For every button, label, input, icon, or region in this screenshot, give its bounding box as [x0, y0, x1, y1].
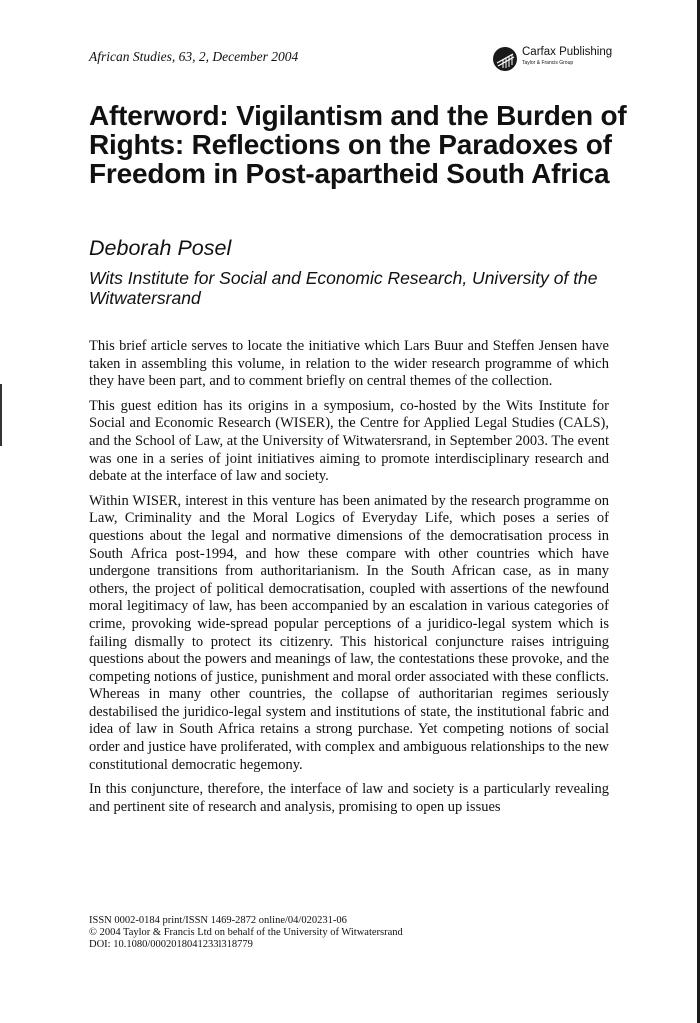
copyright-line: © 2004 Taylor & Francis Ltd on behalf of the University of Witwatersrand — [89, 927, 403, 938]
carfax-logo-icon — [492, 46, 518, 72]
page-header — [89, 45, 613, 75]
article-title: Afterword: Vigilantism and the Burden of Rights: Reflections on the Paradoxes of Freedom in Post-apartheid South Africa — [89, 100, 627, 189]
body-paragraph: In this conjuncture, therefore, the interface of law and society is a particularly revealing and pertinent site of research and analysis, promising to open up issues — [89, 781, 609, 815]
publisher-name: Carfax Publishing — [522, 46, 613, 58]
article-author: Deborah Posel — [89, 236, 232, 260]
body-paragraph: This guest edition has its origins in a symposium, co-hosted by the Wits Institute for Social and Economic Research (WISER), the Centre for Applied Legal Studies (CALS), and the School of Law, at the University of Witwatersrand, in September 2003. The event was one in a series of joint initiatives aiming to promote interdisciplinary research and debate at the interface of law and society. — [89, 397, 609, 485]
publisher-group: Taylor & Francis Group — [522, 60, 574, 66]
publication-footer — [89, 915, 609, 951]
body-paragraph: Within WISER, interest in this venture has been animated by the research programme on Law, Criminality and the Moral Logics of Everyday Life, which poses a series of questions about the legal and normative dimensions of the democratisation process in South Africa post-1994, and how these compare with other countries which have undergone transitions from authoritarianism. In the South African case, as in many others, the project of political democratisation, coupled with assertions of the newfound moral legitimacy of law, has been accompanied by an escalation in various categories of crime, provoking wide-spread popular perceptions of a juridico-legal system which is failing dismally to protect its citizenry. This historical conjuncture raises intriguing questions about the powers and meanings of law, the contestations these provoke, and the competing notions of justice, punishment and moral order associated with these conflicts. Whereas in many other countries, the collapse of authoritarian regimes seriously destabilised the juridico-legal system and institutions of state, the institutional fabric and idea of law in South Africa retains a strong purchase. Yet competing notions of social order and justice have proliferated, with complex and ambiguous relationships to the new constitutional democratic hegemony. — [89, 492, 609, 773]
doi-line: DOI: 10.1080/0002018041233l318779 — [89, 939, 253, 950]
body-paragraph: This brief article serves to locate the initiative which Lars Buur and Steffen Jensen have taken in assembling this volume, in relation to the wider research programme of which they have been part, and to comment briefly on central themes of the collection. — [89, 338, 609, 390]
publisher-block — [492, 45, 622, 75]
issn-line: ISSN 0002-0184 print/ISSN 1469-2872 online/04/020231-06 — [89, 915, 347, 926]
scan-margin-mark — [0, 384, 2, 446]
journal-citation: African Studies, 63, 2, December 2004 — [89, 49, 299, 64]
article-body — [89, 338, 609, 823]
author-affiliation: Wits Institute for Social and Economic Research, University of the Witwatersrand — [89, 268, 598, 308]
